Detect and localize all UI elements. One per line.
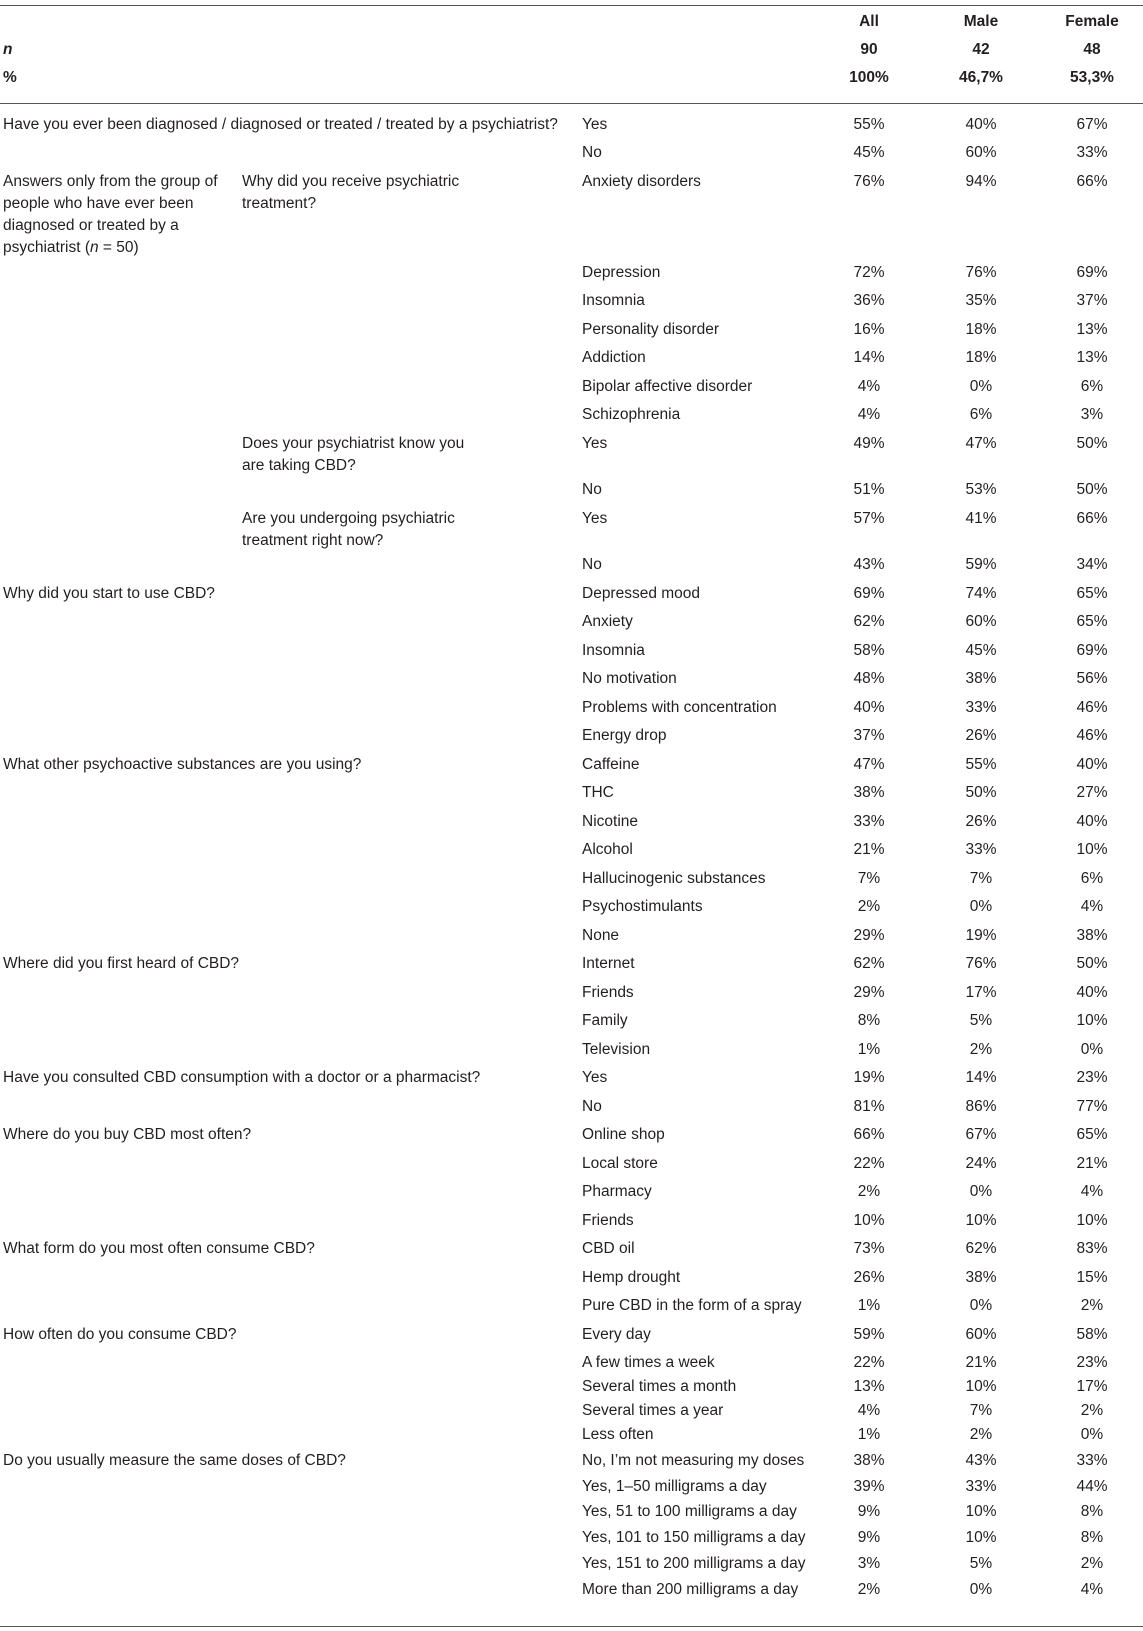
- value-female: 83%: [1076, 1240, 1108, 1257]
- value-male: 62%: [965, 1240, 997, 1257]
- value-male: 14%: [965, 1069, 997, 1086]
- value-female: 13%: [1076, 321, 1108, 338]
- value-male: 86%: [965, 1098, 997, 1115]
- value-all: 1%: [857, 1297, 881, 1314]
- value-female: 2%: [1080, 1402, 1104, 1419]
- value-all: 1%: [857, 1041, 881, 1058]
- answer-label: Local store: [582, 1155, 658, 1172]
- value-all: 3%: [857, 1555, 881, 1572]
- value-male: 35%: [965, 292, 997, 309]
- value-all: 7%: [857, 870, 881, 887]
- answer-label: Several times a year: [582, 1402, 724, 1419]
- value-male: 33%: [965, 1478, 997, 1495]
- value-all: 36%: [853, 292, 885, 309]
- value-female: 40%: [1076, 813, 1108, 830]
- value-all: 9%: [857, 1503, 881, 1520]
- value-male: 18%: [965, 349, 997, 366]
- value-all: 13%: [853, 1378, 885, 1395]
- value-all: 81%: [853, 1098, 885, 1115]
- value-male: 0%: [969, 898, 993, 915]
- value-all: 51%: [853, 481, 885, 498]
- value-female: 69%: [1076, 264, 1108, 281]
- value-female: 23%: [1076, 1069, 1108, 1086]
- n-all: 90: [860, 41, 878, 58]
- value-male: 94%: [965, 173, 997, 190]
- value-all: 26%: [853, 1269, 885, 1286]
- value-female: 2%: [1080, 1297, 1104, 1314]
- top-rule: [0, 5, 1143, 6]
- value-female: 77%: [1076, 1098, 1108, 1115]
- answer-label: No, I’m not measuring my doses: [582, 1452, 805, 1469]
- answer-label: Television: [582, 1041, 651, 1058]
- col-header-female: Female: [1065, 13, 1119, 30]
- value-all: 8%: [857, 1012, 881, 1029]
- value-female: 33%: [1076, 144, 1108, 161]
- value-male: 33%: [965, 699, 997, 716]
- question-label: Where did you first heard of CBD?: [3, 955, 240, 972]
- value-all: 59%: [853, 1326, 885, 1343]
- answer-label: Anxiety disorders: [582, 173, 701, 190]
- answer-label: Yes: [582, 435, 608, 452]
- value-all: 2%: [857, 1581, 881, 1598]
- value-female: 6%: [1080, 870, 1104, 887]
- answer-label: Bipolar affective disorder: [582, 378, 753, 395]
- value-female: 8%: [1080, 1503, 1104, 1520]
- answer-label: Insomnia: [582, 292, 645, 309]
- value-male: 5%: [969, 1012, 993, 1029]
- value-all: 48%: [853, 670, 885, 687]
- value-male: 2%: [969, 1426, 993, 1443]
- value-female: 17%: [1076, 1378, 1108, 1395]
- col-header-male: Male: [963, 13, 999, 30]
- value-female: 0%: [1080, 1426, 1104, 1443]
- value-all: 62%: [853, 613, 885, 630]
- answer-label: Yes, 101 to 150 milligrams a day: [582, 1529, 806, 1546]
- answer-label: Anxiety: [582, 613, 633, 630]
- value-female: 38%: [1076, 927, 1108, 944]
- answer-label: Insomnia: [582, 642, 645, 659]
- value-all: 21%: [853, 841, 885, 858]
- n-label: n: [3, 41, 13, 58]
- value-all: 4%: [857, 1402, 881, 1419]
- value-all: 29%: [853, 927, 885, 944]
- value-all: 9%: [857, 1529, 881, 1546]
- value-male: 0%: [969, 378, 993, 395]
- value-all: 66%: [853, 1126, 885, 1143]
- answer-label: Depressed mood: [582, 585, 701, 602]
- answer-label: Depression: [582, 264, 661, 281]
- value-all: 14%: [853, 349, 885, 366]
- value-female: 0%: [1080, 1041, 1104, 1058]
- value-female: 69%: [1076, 642, 1108, 659]
- answer-label: Yes, 51 to 100 milligrams a day: [582, 1503, 797, 1520]
- value-female: 2%: [1080, 1555, 1104, 1572]
- answer-label: Psychostimulants: [582, 898, 703, 915]
- value-male: 0%: [969, 1581, 993, 1598]
- value-male: 10%: [965, 1212, 997, 1229]
- answer-label: None: [582, 927, 620, 944]
- answer-label: Problems with concentration: [582, 699, 777, 716]
- answer-label: Several times a month: [582, 1378, 737, 1395]
- value-male: 18%: [965, 321, 997, 338]
- value-all: 57%: [853, 510, 885, 527]
- value-female: 3%: [1080, 406, 1104, 423]
- value-all: 22%: [853, 1354, 885, 1371]
- header-rule: [0, 103, 1143, 104]
- value-all: 4%: [857, 406, 881, 423]
- value-male: 0%: [969, 1297, 993, 1314]
- answer-label: Energy drop: [582, 727, 667, 744]
- pct-label: %: [3, 69, 17, 86]
- value-male: 76%: [965, 955, 997, 972]
- value-male: 33%: [965, 841, 997, 858]
- answer-label: Yes: [582, 116, 608, 133]
- answer-label: Yes: [582, 510, 608, 527]
- value-male: 0%: [969, 1183, 993, 1200]
- value-all: 4%: [857, 378, 881, 395]
- value-male: 55%: [965, 756, 997, 773]
- value-male: 76%: [965, 264, 997, 281]
- value-all: 22%: [853, 1155, 885, 1172]
- value-female: 4%: [1080, 898, 1104, 915]
- answer-label: Online shop: [582, 1126, 665, 1143]
- value-female: 40%: [1076, 984, 1108, 1001]
- value-male: 60%: [965, 144, 997, 161]
- answer-label: No: [582, 1098, 602, 1115]
- value-female: 10%: [1076, 1212, 1108, 1229]
- answer-label: Addiction: [582, 349, 646, 366]
- value-female: 46%: [1076, 727, 1108, 744]
- value-female: 66%: [1076, 510, 1108, 527]
- value-male: 41%: [965, 510, 997, 527]
- value-female: 15%: [1076, 1269, 1108, 1286]
- value-female: 23%: [1076, 1354, 1108, 1371]
- subquestion-label: Are you undergoing psychiatric treatment right now?: [242, 510, 455, 549]
- value-female: 66%: [1076, 173, 1108, 190]
- value-female: 4%: [1080, 1183, 1104, 1200]
- value-female: 6%: [1080, 378, 1104, 395]
- answer-label: Alcohol: [582, 841, 633, 858]
- value-female: 34%: [1076, 556, 1108, 573]
- answer-label: CBD oil: [582, 1240, 635, 1257]
- pct-female: 53,3%: [1070, 69, 1114, 86]
- value-male: 10%: [965, 1503, 997, 1520]
- value-all: 72%: [853, 264, 885, 281]
- value-female: 50%: [1076, 481, 1108, 498]
- value-female: 65%: [1076, 585, 1108, 602]
- value-male: 59%: [965, 556, 997, 573]
- value-female: 33%: [1076, 1452, 1108, 1469]
- answer-label: Every day: [582, 1326, 651, 1343]
- value-all: 73%: [853, 1240, 885, 1257]
- answer-label: Yes: [582, 1069, 608, 1086]
- group-note: Answers only from the group of people who have ever been diagnosed or treated by a psychiatrist (n = 50): [3, 173, 218, 256]
- n-male: 42: [972, 41, 990, 58]
- value-all: 2%: [857, 1183, 881, 1200]
- value-female: 50%: [1076, 955, 1108, 972]
- answer-label: A few times a week: [582, 1354, 715, 1371]
- value-male: 40%: [965, 116, 997, 133]
- value-male: 50%: [965, 784, 997, 801]
- value-all: 39%: [853, 1478, 885, 1495]
- value-male: 7%: [969, 1402, 993, 1419]
- pct-all: 100%: [849, 69, 889, 86]
- answer-label: Yes, 1–50 milligrams a day: [582, 1478, 767, 1495]
- value-male: 26%: [965, 727, 997, 744]
- value-all: 76%: [853, 173, 885, 190]
- value-all: 45%: [853, 144, 885, 161]
- value-all: 38%: [853, 1452, 885, 1469]
- value-female: 21%: [1076, 1155, 1108, 1172]
- value-all: 2%: [857, 898, 881, 915]
- value-male: 26%: [965, 813, 997, 830]
- value-female: 10%: [1076, 1012, 1108, 1029]
- value-female: 10%: [1076, 841, 1108, 858]
- question-label: How often do you consume CBD?: [3, 1326, 237, 1343]
- value-female: 27%: [1076, 784, 1108, 801]
- value-female: 13%: [1076, 349, 1108, 366]
- bottom-rule: [0, 1626, 1143, 1627]
- answer-label: Less often: [582, 1426, 654, 1443]
- question-label: What other psychoactive substances are you using?: [3, 756, 362, 773]
- value-male: 6%: [969, 406, 993, 423]
- value-male: 60%: [965, 613, 997, 630]
- value-all: 69%: [853, 585, 885, 602]
- answer-label: More than 200 milligrams a day: [582, 1581, 799, 1598]
- question-label: What form do you most often consume CBD?: [3, 1240, 315, 1257]
- answer-label: Caffeine: [582, 756, 640, 773]
- value-all: 29%: [853, 984, 885, 1001]
- value-male: 2%: [969, 1041, 993, 1058]
- value-female: 58%: [1076, 1326, 1108, 1343]
- value-male: 5%: [969, 1555, 993, 1572]
- value-all: 47%: [853, 756, 885, 773]
- value-male: 45%: [965, 642, 997, 659]
- value-male: 7%: [969, 870, 993, 887]
- answer-label: No: [582, 481, 602, 498]
- question-label: Where do you buy CBD most often?: [3, 1126, 252, 1143]
- answer-label: THC: [582, 784, 614, 801]
- value-female: 65%: [1076, 1126, 1108, 1143]
- value-all: 62%: [853, 955, 885, 972]
- question-label: Why did you start to use CBD?: [3, 585, 215, 602]
- value-male: 47%: [965, 435, 997, 452]
- subquestion-label: Why did you receive psychiatric treatment?: [242, 173, 460, 212]
- answer-label: Yes, 151 to 200 milligrams a day: [582, 1555, 806, 1572]
- value-all: 33%: [853, 813, 885, 830]
- col-header-all: All: [859, 13, 879, 30]
- question-label: Have you consulted CBD consumption with a doctor or a pharmacist?: [3, 1069, 481, 1086]
- value-male: 53%: [965, 481, 997, 498]
- value-male: 10%: [965, 1529, 997, 1546]
- answer-label: Pharmacy: [582, 1183, 652, 1200]
- value-female: 4%: [1080, 1581, 1104, 1598]
- value-all: 40%: [853, 699, 885, 716]
- value-male: 10%: [965, 1378, 997, 1395]
- value-female: 50%: [1076, 435, 1108, 452]
- answer-label: Friends: [582, 1212, 634, 1229]
- answer-label: Friends: [582, 984, 634, 1001]
- answer-label: Schizophrenia: [582, 406, 681, 423]
- answer-label: No motivation: [582, 670, 677, 687]
- value-male: 67%: [965, 1126, 997, 1143]
- value-male: 17%: [965, 984, 997, 1001]
- answer-label: No: [582, 144, 602, 161]
- answer-label: Personality disorder: [582, 321, 719, 338]
- answer-label: Pure CBD in the form of a spray: [582, 1297, 802, 1314]
- value-all: 43%: [853, 556, 885, 573]
- value-male: 43%: [965, 1452, 997, 1469]
- value-female: 37%: [1076, 292, 1108, 309]
- value-male: 60%: [965, 1326, 997, 1343]
- value-all: 55%: [853, 116, 885, 133]
- value-male: 19%: [965, 927, 997, 944]
- value-all: 19%: [853, 1069, 885, 1086]
- value-female: 67%: [1076, 116, 1108, 133]
- value-female: 8%: [1080, 1529, 1104, 1546]
- question-label: Have you ever been diagnosed / diagnosed or treated / treated by a psychiatrist?: [3, 116, 558, 133]
- value-male: 21%: [965, 1354, 997, 1371]
- value-male: 38%: [965, 670, 997, 687]
- n-female: 48: [1083, 41, 1101, 58]
- answer-label: Hemp drought: [582, 1269, 681, 1286]
- value-all: 49%: [853, 435, 885, 452]
- value-female: 40%: [1076, 756, 1108, 773]
- value-all: 1%: [857, 1426, 881, 1443]
- value-female: 65%: [1076, 613, 1108, 630]
- subquestion-label: Does your psychiatrist know you are taking CBD?: [242, 435, 465, 474]
- question-label: Do you usually measure the same doses of CBD?: [3, 1452, 346, 1469]
- value-female: 44%: [1076, 1478, 1108, 1495]
- value-female: 46%: [1076, 699, 1108, 716]
- answer-label: Nicotine: [582, 813, 638, 830]
- answer-label: No: [582, 556, 602, 573]
- value-male: 24%: [965, 1155, 997, 1172]
- value-all: 38%: [853, 784, 885, 801]
- answer-label: Family: [582, 1012, 628, 1029]
- value-all: 58%: [853, 642, 885, 659]
- value-male: 38%: [965, 1269, 997, 1286]
- answer-label: Internet: [582, 955, 635, 972]
- value-all: 37%: [853, 727, 885, 744]
- value-all: 16%: [853, 321, 885, 338]
- pct-male: 46,7%: [959, 69, 1003, 86]
- value-all: 10%: [853, 1212, 885, 1229]
- answer-label: Hallucinogenic substances: [582, 870, 766, 887]
- value-female: 56%: [1076, 670, 1108, 687]
- value-male: 74%: [965, 585, 997, 602]
